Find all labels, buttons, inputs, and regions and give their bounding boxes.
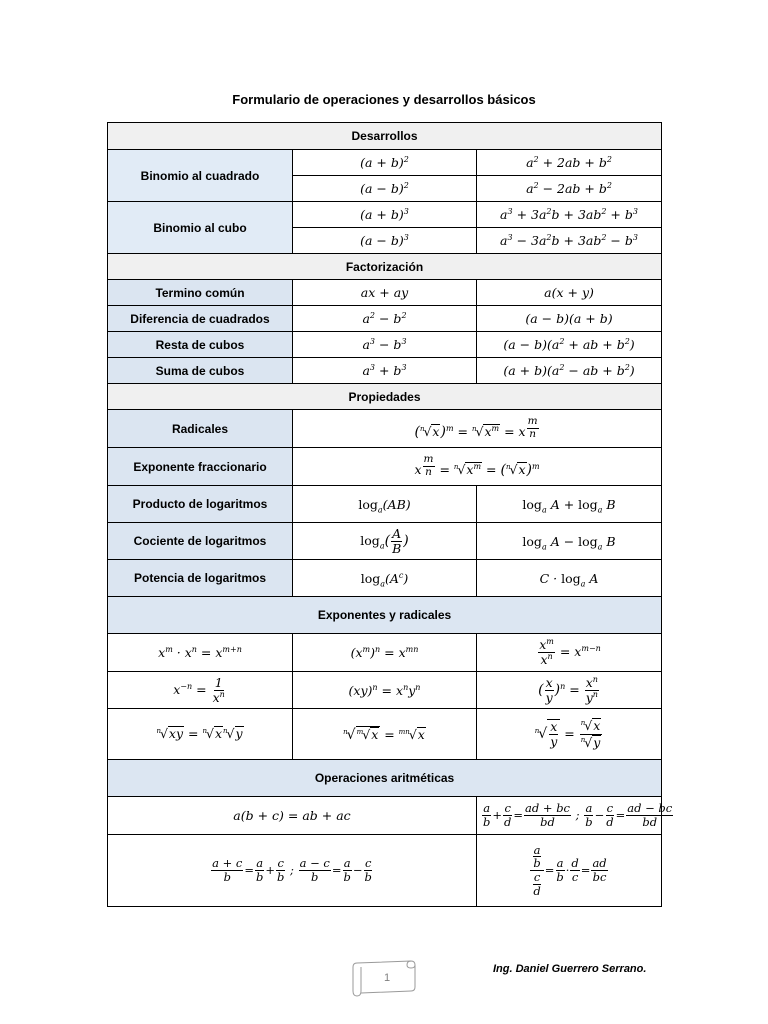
section-exponentes-radicales: Exponentes y radicales: [108, 597, 662, 634]
label-suma-cubos: Suma de cubos: [108, 358, 293, 384]
formula-cell: $(^n√x)^m = ^n√x^m = x$ $^{\frac{m}{n}}$: [293, 410, 662, 448]
section-factorizacion: Factorización: [108, 254, 662, 280]
formula-cell: $a^2 + 2ab + b^2$: [477, 150, 662, 176]
formula-cell: ( $\frac{x}{y}$ )$^n$ = $\frac{x^n}{y^n}$: [477, 672, 662, 709]
formula-cell: $^n$√ $\frac{x}{y}$ = $\frac{^n√x}{^n√y}$: [477, 709, 662, 760]
label-binomio-cuadrado: Binomio al cuadrado: [108, 150, 293, 202]
formula-cell: $(a - b)^3$: [293, 228, 477, 254]
label-producto-logaritmos: Producto de logaritmos: [108, 486, 293, 523]
formula-cell: $(a + b)(a^2$ − ab + $b^2$): [477, 358, 662, 384]
formula-cell: $\log_a$( $\frac{A}{B}$ ): [293, 523, 477, 560]
formula-cell: $\frac{a + c}{b}$ = $\frac{a}{b}$ + $\frac{c}{b}$ ; $\frac{a - c}{b}$ = $\frac{a}{b}$ − $\frac{c}{b}$: [108, 835, 477, 907]
label-potencia-logaritmos: Potencia de logaritmos: [108, 560, 293, 597]
label-cociente-logaritmos: Cociente de logaritmos: [108, 523, 293, 560]
label-exponente-fraccionario: Exponente fraccionario: [108, 448, 293, 486]
section-propiedades: Propiedades: [108, 384, 662, 410]
label-radicales: Radicales: [108, 410, 293, 448]
formula-cell: $\frac{\frac{a}{b}}{\frac{c}{d}}$ = $\frac{a}{b}$ · $\frac{d}{c}$ = $\frac{ad}{bc}$: [477, 835, 662, 907]
formula-cell: $^n√xy = ^n√x^n√y$: [108, 709, 293, 760]
author-signature: Ing. Daniel Guerrero Serrano.: [493, 963, 647, 975]
formula-cell: $\frac{a}{b}$ + $\frac{c}{d}$ = $\frac{ad + bc}{bd}$ ; $\frac{a}{b}$ − $\frac{c}{d}$ = $\frac{ad - bc}{bd}$: [477, 797, 662, 835]
formula-cell: a(b + c) = ab + ac: [108, 797, 477, 835]
formula-cell: a(x + y): [477, 280, 662, 306]
formula-cell: $(xy)^n = x^ny^n$: [293, 672, 477, 709]
page-title: Formulario de operaciones y desarrollos básicos: [232, 92, 536, 107]
formula-cell: $\frac{x^m}{x^n}$ = $x^{m-n}$: [477, 634, 662, 672]
formula-cell: $x^{-n}$ = $\frac{1}{x^n}$: [108, 672, 293, 709]
label-binomio-cubo: Binomio al cubo: [108, 202, 293, 254]
formula-cell: $a^3 - b^3$: [293, 332, 477, 358]
formula-cell: $(x^m)^n = x^{mn}$: [293, 634, 477, 672]
formula-table: [107, 122, 673, 907]
formula-cell: $(a - b)^2$: [293, 176, 477, 202]
label-termino-comun: Termino común: [108, 280, 293, 306]
formula-cell: $a^2 - 2ab + b^2$: [477, 176, 662, 202]
page-number: 1: [383, 972, 391, 984]
formula-cell: $a^2 - b^2$: [293, 306, 477, 332]
section-desarrollos: Desarrollos: [108, 123, 662, 150]
formula-cell: (a − b)(a + b): [477, 306, 662, 332]
page-number-scroll: [349, 955, 417, 999]
formula-cell: $\log_a(A^c)$: [293, 560, 477, 597]
formula-cell: $\log_a(AB)$: [293, 486, 477, 523]
formula-cell: $(a + b)^3$: [293, 202, 477, 228]
formula-cell: $\log_a A - \log_a B$: [477, 523, 662, 560]
formula-cell: $C \cdot \log_a A$: [477, 560, 662, 597]
label-diferencia-cuadrados: Diferencia de cuadrados: [108, 306, 293, 332]
formula-cell: $(a - b)(a^2$ + ab + $b^2$): [477, 332, 662, 358]
formula-cell: $\log_a A + \log_a B$: [477, 486, 662, 523]
formula-cell: $^n$√$^m$√x = $^{mn}$√x: [293, 709, 477, 760]
formula-cell: $a^3 - 3a^2b + 3ab^2 - b^3$: [477, 228, 662, 254]
formula-cell: x $^{\frac{m}{n}}$ = $^n√x^m = (^n√x)^m$: [293, 448, 662, 486]
formula-cell: $a^3 + 3a^2b + 3ab^2 + b^3$: [477, 202, 662, 228]
formula-cell: ax + ay: [293, 280, 477, 306]
formula-cell: $x^m \cdot x^n = x^{m+n}$: [108, 634, 293, 672]
label-resta-cubos: Resta de cubos: [108, 332, 293, 358]
section-operaciones-aritmeticas: Operaciones aritméticas: [108, 760, 662, 797]
formula-cell: $(a + b)^2$: [293, 150, 477, 176]
formula-cell: $a^3 + b^3$: [293, 358, 477, 384]
